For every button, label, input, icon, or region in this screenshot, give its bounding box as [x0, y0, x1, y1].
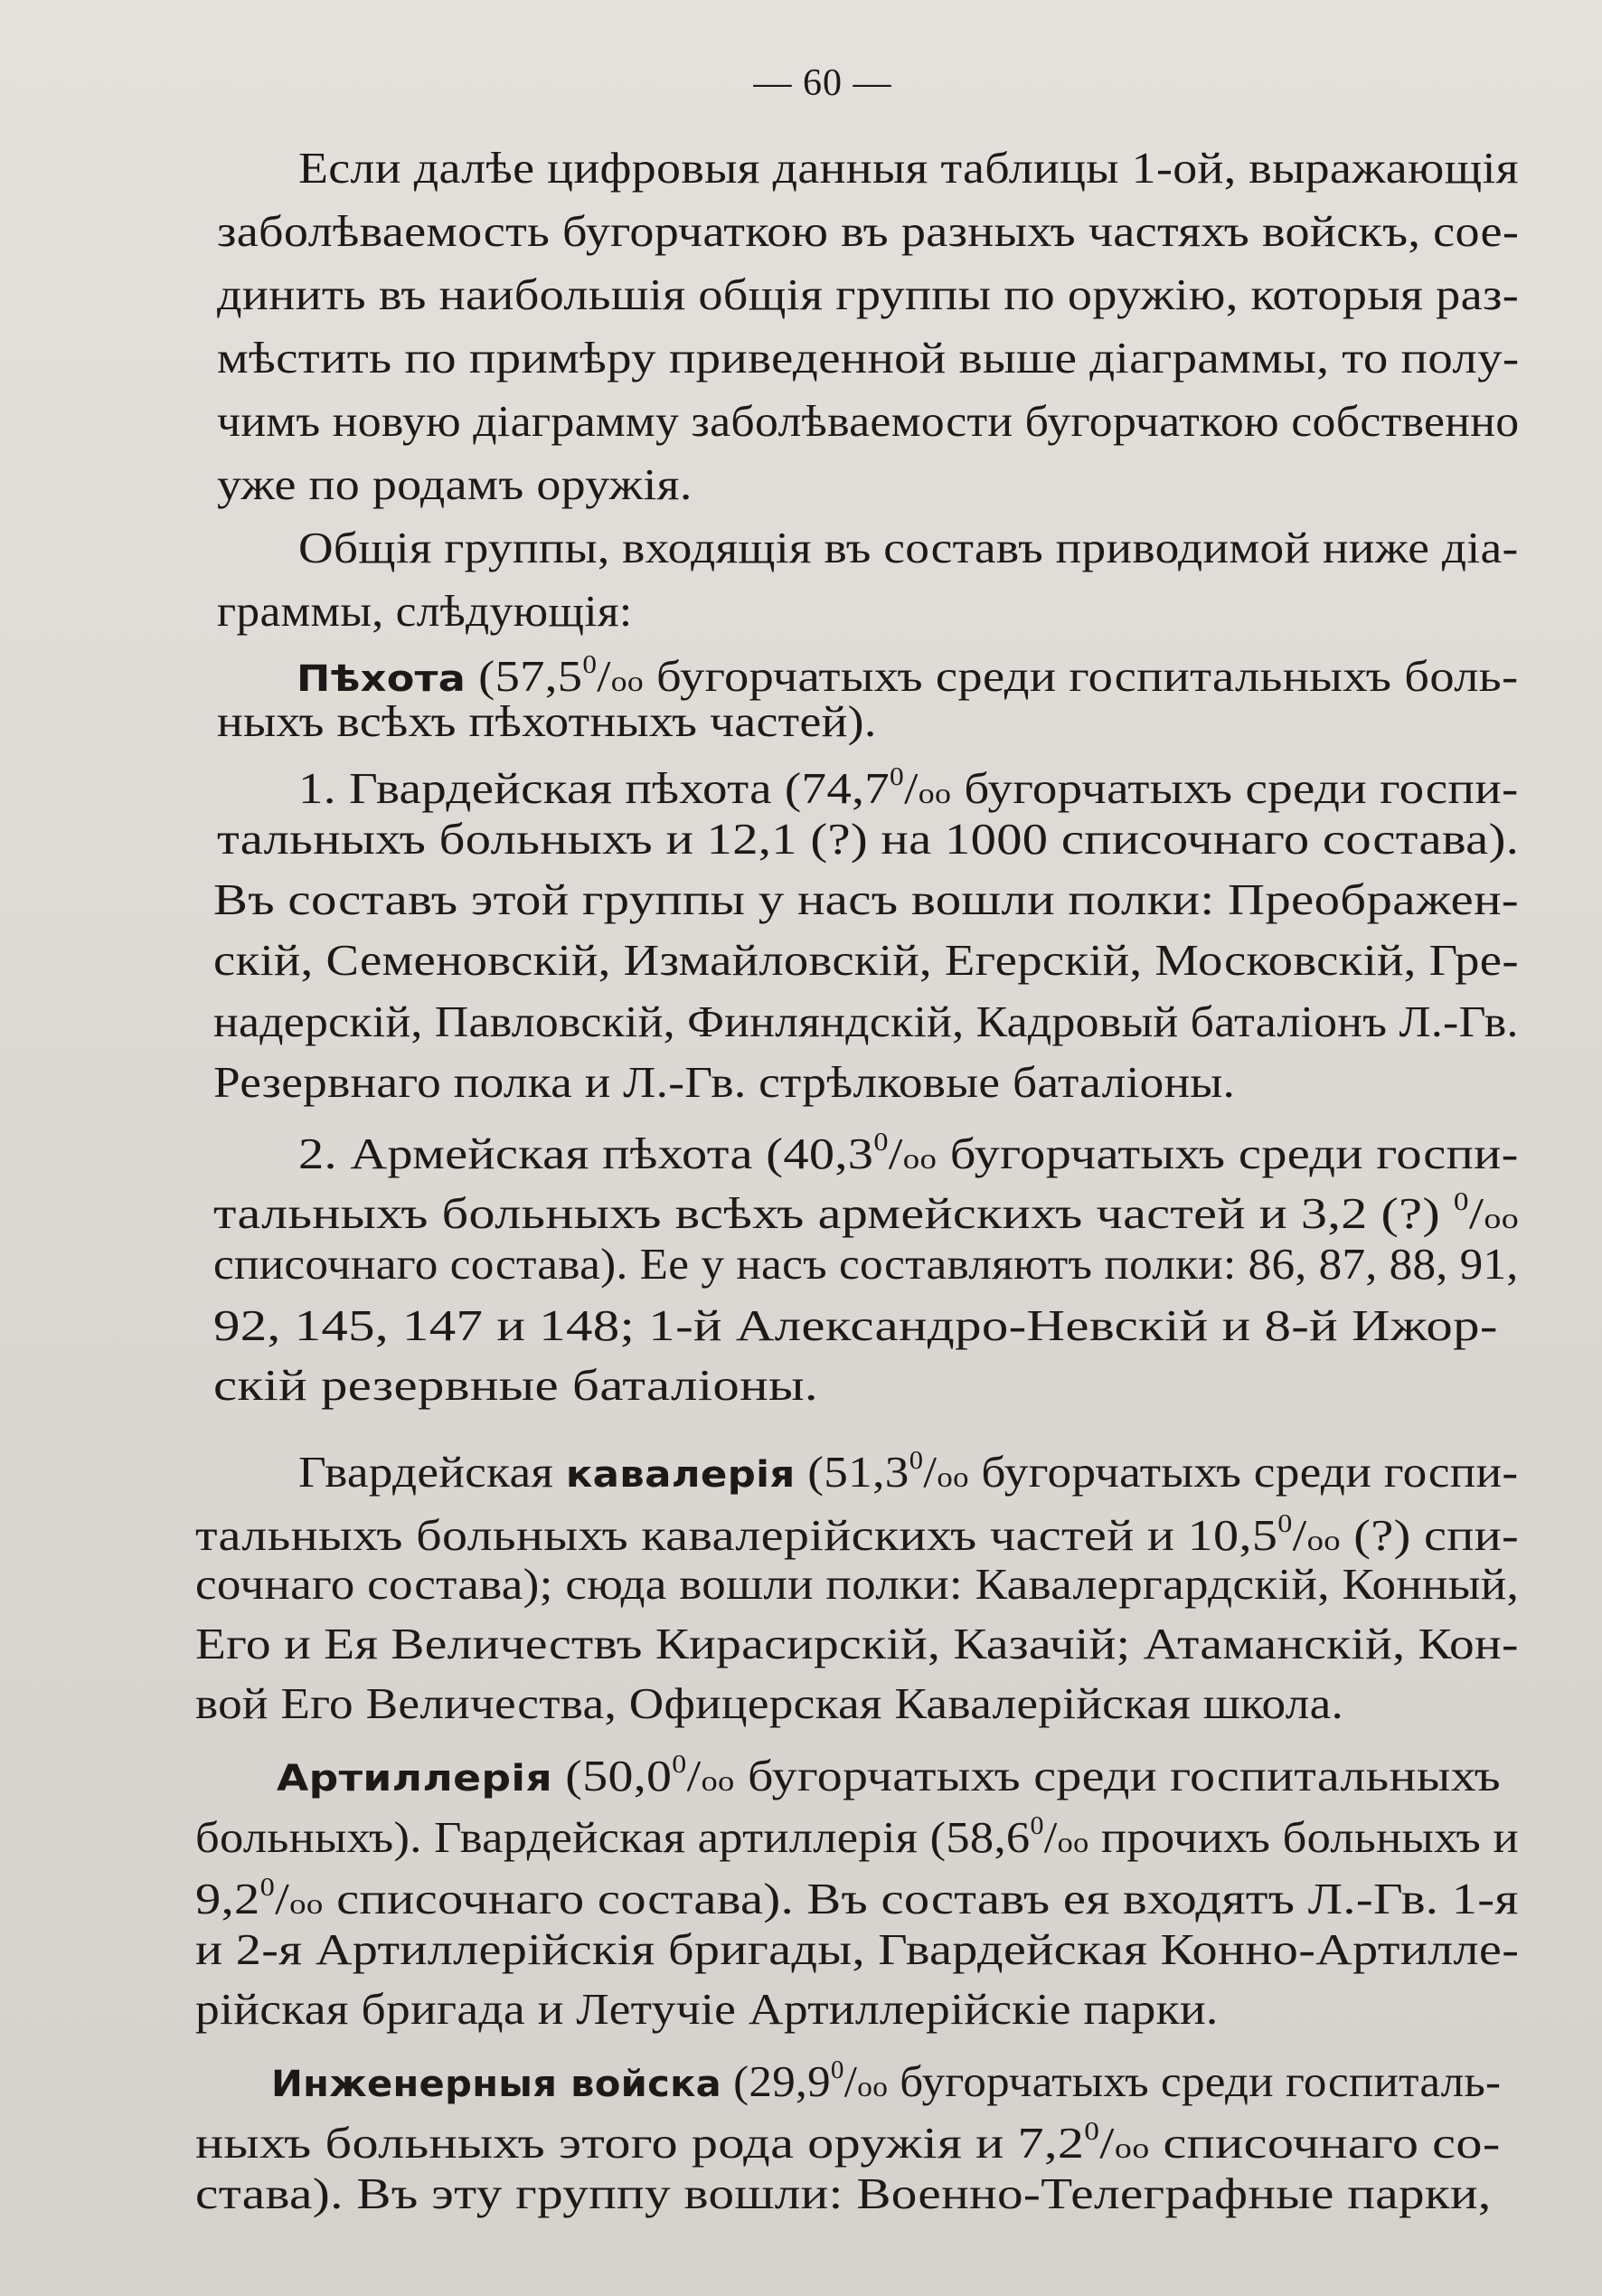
text-run: Гвардейская — [298, 1447, 566, 1497]
text-run: тальныхъ больныхъ кавалерійскихъ частей и 10,5 — [195, 1510, 1278, 1560]
text-line — [195, 1982, 1219, 2036]
text-run: скій, Семеновскій, Измайловскій, Егерскій, Московскій, Гре- — [213, 935, 1519, 985]
text-run: скій резервные баталіоны. — [213, 1360, 818, 1410]
superscript-zero: 0 — [1030, 1812, 1044, 1840]
text-line — [195, 2167, 1492, 2221]
section-heading: Инженерныя войска — [271, 2064, 722, 2105]
text-run: бугорчатыхъ среди госпи- — [951, 763, 1519, 813]
text-run: чимъ новую діаграмму заболѣваемости бугорчаткою собственно — [217, 396, 1520, 446]
text-line — [213, 1299, 1498, 1353]
text-line — [195, 2105, 1501, 2168]
text-line — [195, 1557, 1519, 1611]
superscript-zero: 0 — [582, 651, 598, 679]
superscript-zero: 0 — [672, 1751, 687, 1779]
text-line — [297, 638, 1519, 701]
text-run: / — [275, 1874, 290, 1923]
text-run: ныхъ всѣхъ пѣхотныхъ частей). — [217, 696, 877, 746]
text-run: динить въ наибольшія общія группы по оружію, которыя раз- — [217, 269, 1520, 319]
text-line — [298, 751, 1519, 813]
text-run: (50,0 — [551, 1751, 673, 1800]
per-mille-sign: oo — [1114, 2131, 1150, 2164]
text-run: 1. Гвардейская пѣхота (74,7 — [298, 763, 891, 813]
text-line — [217, 458, 693, 512]
text-line — [213, 995, 1519, 1049]
text-line — [298, 1116, 1519, 1178]
superscript-zero: 0 — [873, 1129, 889, 1157]
text-run: рійская бригада и Летучіе Артиллерійскіе парки. — [195, 1984, 1219, 2034]
text-run: / — [888, 1129, 903, 1178]
text-run: / — [923, 1447, 938, 1497]
text-run: (29,9 — [721, 2056, 831, 2106]
text-line — [213, 1055, 1235, 1110]
text-run: сочнаго состава); сюда вошли полки: Кавалергардскій, Конный, — [195, 1559, 1520, 1609]
text-line — [298, 1434, 1519, 1497]
text-line — [213, 933, 1519, 987]
text-run: прочихъ больныхъ и — [1088, 1812, 1519, 1862]
text-run: вой Его Величества, Офицерская Кавалерійская школа. — [195, 1678, 1344, 1728]
text-run: заболѣваемость бугорчаткою въ разныхъ частяхъ войскъ, сое- — [217, 206, 1520, 256]
superscript-zero: 0 — [1277, 1510, 1293, 1538]
text-run: / — [597, 651, 611, 701]
text-run: уже по родамъ оружія. — [217, 459, 693, 509]
text-run: списочнаго со- — [1149, 2118, 1501, 2168]
per-mille-sign: oo — [902, 1142, 938, 1175]
text-line — [298, 141, 1519, 195]
per-mille-sign: oo — [1057, 1826, 1089, 1858]
text-run: граммы, слѣдующія: — [217, 586, 633, 636]
text-run: 2. Армейская пѣхота (40,3 — [298, 1129, 874, 1178]
text-run: / — [1043, 1812, 1058, 1862]
text-line — [213, 1176, 1520, 1238]
text-run: бугорчатыхъ среди госпитальныхъ боль- — [644, 651, 1519, 701]
text-run: мѣстить по примѣру приведенной выше діаграммы, то полу- — [217, 333, 1520, 383]
per-mille-sign: oo — [937, 1460, 969, 1493]
text-line — [213, 1237, 1519, 1291]
text-run: Резервнаго полка и Л.-Гв. стрѣлковые баталіоны. — [213, 1057, 1236, 1107]
text-run: тальныхъ больныхъ и 12,1 (?) на 1000 списочнаго состава). — [217, 814, 1520, 864]
text-run: бугорчатыхъ среди госпитальныхъ — [734, 1751, 1501, 1800]
text-line — [271, 2044, 1502, 2106]
text-run: бугорчатыхъ среди госпиталь- — [888, 2056, 1502, 2106]
per-mille-sign: oo — [289, 1887, 324, 1920]
text-line — [195, 1498, 1520, 1560]
per-mille-sign: oo — [857, 2070, 889, 2102]
per-mille-sign: oo — [610, 665, 645, 697]
text-run: (?) спи- — [1340, 1510, 1520, 1560]
text-run: Если далѣе цифровыя данныя таблицы 1-ой, выражающія — [298, 143, 1519, 193]
superscript-zero: 0 — [909, 1447, 924, 1475]
per-mille-sign: oo — [701, 1764, 735, 1797]
page-number: — 60 — — [753, 62, 892, 104]
text-run: / — [1468, 1188, 1484, 1238]
text-run: / — [904, 763, 919, 813]
text-line — [195, 1677, 1343, 1731]
text-run: списочнаго состава). Въ составъ ея входятъ Л.-Гв. 1-я — [323, 1874, 1519, 1923]
section-heading: кавалерія — [565, 1454, 796, 1496]
per-mille-sign: oo — [1484, 1202, 1520, 1234]
text-line — [195, 1861, 1519, 1923]
superscript-zero: 0 — [890, 763, 905, 791]
text-line — [217, 812, 1519, 866]
text-run: надерскій, Павловскій, Финляндскій, Кадровый баталіонъ Л.-Гв. — [213, 997, 1519, 1046]
per-mille-sign: oo — [1306, 1524, 1341, 1556]
text-line — [298, 521, 1519, 575]
text-run: и 2-я Артиллерійскія бригады, Гвардейская Конно-Артилле- — [195, 1924, 1520, 1974]
per-mille-sign: oo — [918, 777, 952, 809]
text-line — [217, 694, 877, 749]
text-run: / — [1292, 1510, 1307, 1560]
text-run: ныхъ больныхъ этого рода оружія и 7,2 — [195, 2118, 1085, 2168]
superscript-zero: 0 — [1084, 2118, 1100, 2146]
text-line — [213, 1358, 818, 1413]
text-run: Въ составъ этой группы у насъ вошли полки: Преображен- — [213, 874, 1520, 924]
text-run: 9,2 — [195, 1874, 260, 1923]
text-run: става). Въ эту группу вошли: Военно-Телеграфные парки, — [195, 2168, 1492, 2218]
text-run: / — [843, 2056, 858, 2106]
text-line — [195, 1923, 1519, 1977]
section-heading: Артиллерія — [277, 1758, 552, 1800]
section-heading: Пѣхота — [297, 658, 466, 700]
text-line — [217, 268, 1519, 322]
text-line — [213, 873, 1519, 927]
text-line — [195, 1800, 1519, 1862]
text-run: (57,5 — [466, 651, 583, 701]
superscript-zero: 0 — [830, 2056, 844, 2084]
text-run: 92, 145, 147 и 148; 1-й Александро-Невскій и 8-й Ижор- — [213, 1300, 1498, 1350]
text-run: Общія группы, входящія въ составъ приводимой ниже діа- — [298, 523, 1519, 572]
text-run: (51,3 — [795, 1447, 909, 1497]
text-run: списочнаго состава). Ее у насъ составляютъ полки: 86, 87, 88, 91, — [213, 1239, 1519, 1289]
text-run: / — [686, 1751, 702, 1800]
text-run: больныхъ). Гвардейская артиллерія (58,6 — [195, 1812, 1031, 1862]
text-line — [217, 331, 1519, 385]
text-run: бугорчатыхъ среди госпи- — [968, 1447, 1519, 1497]
text-line — [217, 394, 1519, 449]
text-run: Его и Ея Величествъ Кирасирскій, Казачій; Атаманскій, Кон- — [195, 1619, 1519, 1668]
text-line — [277, 1738, 1501, 1800]
text-line — [217, 204, 1519, 259]
superscript-zero: 0 — [259, 1874, 276, 1902]
text-run: бугорчатыхъ среди госпи- — [937, 1129, 1519, 1178]
text-line — [217, 584, 633, 638]
text-run: тальныхъ больныхъ всѣхъ армейскихъ частей и 3,2 (?) — [213, 1188, 1454, 1238]
superscript-zero: 0 — [1453, 1188, 1469, 1216]
text-run: / — [1099, 2118, 1115, 2168]
text-line — [195, 1617, 1519, 1671]
